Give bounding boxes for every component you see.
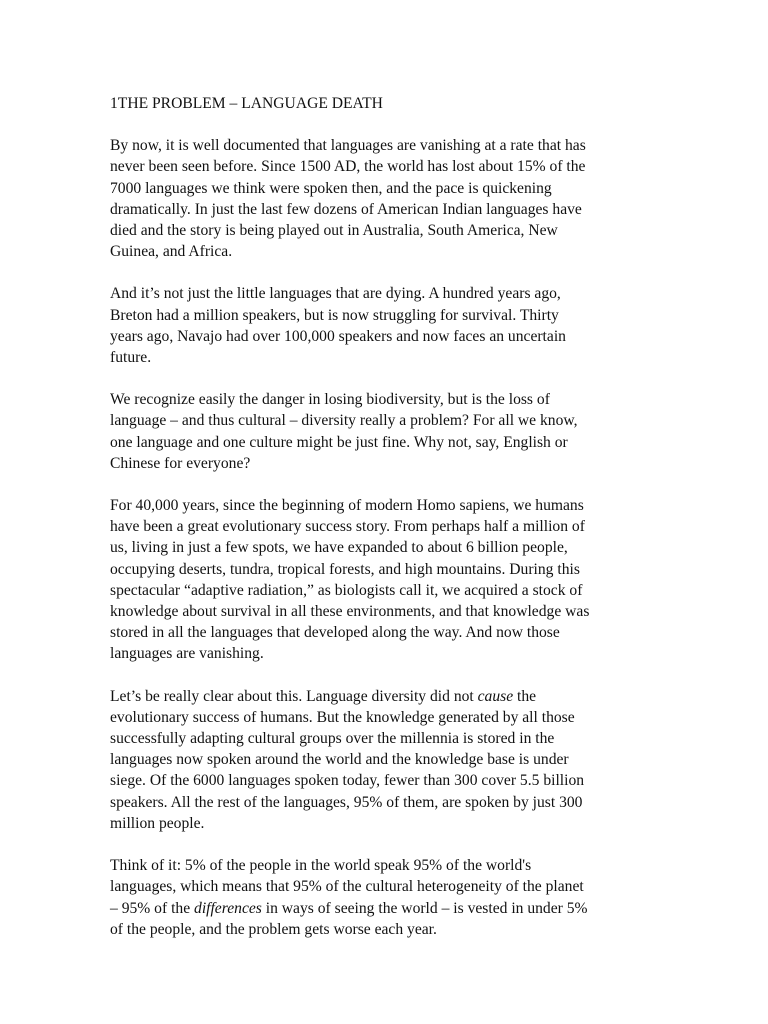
emphasized-word: differences [194, 899, 262, 917]
text-run: in ways of seeing the world – is vested in under 5% [261, 899, 588, 917]
paragraph [110, 283, 666, 368]
text-line [110, 410, 666, 431]
text-run: languages are vanishing. [110, 645, 264, 663]
text-line [110, 749, 666, 770]
text-run: Breton had a million speakers, but is now struggling for survival. Thirty [110, 306, 559, 324]
text-line [110, 813, 666, 834]
text-run: siege. Of the 6000 languages spoken today, fewer than 300 cover 5.5 billion [110, 772, 585, 790]
text-run: died and the story is being played out in Australia, South America, New [110, 222, 558, 240]
text-run: successfully adapting cultural groups over the millennia is stored in the [110, 730, 555, 748]
text-run: the [513, 687, 537, 705]
paragraph [110, 855, 666, 940]
text-line [110, 283, 666, 304]
text-run: evolutionary success of humans. But the knowledge generated by all those [110, 708, 575, 726]
text-run: have been a great evolutionary success story. From perhaps half a million of [110, 518, 585, 536]
text-line [110, 326, 666, 347]
paragraph [110, 389, 666, 474]
text-line [110, 643, 666, 664]
text-line [110, 135, 666, 156]
text-line [110, 622, 666, 643]
text-run: Chinese for everyone? [110, 454, 251, 472]
text-run: occupying deserts, tundra, tropical forests, and high mountains. During this [110, 560, 580, 578]
text-line [110, 792, 666, 813]
text-run: years ago, Navajo had over 100,000 speakers and now faces an uncertain [110, 327, 566, 345]
text-run: We recognize easily the danger in losing biodiversity, but is the loss of [110, 391, 550, 409]
text-run: Let’s be really clear about this. Language diversity did not [110, 687, 478, 705]
text-line [110, 580, 666, 601]
text-line [110, 453, 666, 474]
text-run: one language and one culture might be just fine. Why not, say, English or [110, 433, 568, 451]
paragraph [110, 495, 666, 665]
text-line [110, 220, 666, 241]
text-line [110, 241, 666, 262]
text-line [110, 199, 666, 220]
text-run: speakers. All the rest of the languages, 95% of them, are spoken by just 300 [110, 793, 583, 811]
text-run: – 95% of the [110, 899, 195, 917]
text-run: Think of it: 5% of the people in the world speak 95% of the world's [110, 857, 532, 875]
text-run: of the people, and the problem gets worse each year. [110, 920, 437, 938]
text-run: 7000 languages we think were spoken then, and the pace is quickening [110, 179, 552, 197]
text-run: By now, it is well documented that languages are vanishing at a rate that has [110, 137, 586, 155]
text-run: stored in all the languages that developed along the way. And now those [110, 624, 560, 642]
text-line [110, 898, 666, 919]
text-line [110, 686, 666, 707]
text-line [110, 559, 666, 580]
text-line [110, 389, 666, 410]
text-line [110, 432, 666, 453]
text-run: languages, which means that 95% of the cultural heterogeneity of the planet [110, 878, 584, 896]
section-heading: 1THE PROBLEM – LANGUAGE DEATH [110, 95, 383, 112]
paragraph-list [110, 135, 666, 940]
text-run: dramatically. In just the last few dozens of American Indian languages have [110, 200, 582, 218]
text-line [110, 305, 666, 326]
text-line [110, 347, 666, 368]
text-line [110, 770, 666, 791]
text-line [110, 178, 666, 199]
emphasized-word: cause [477, 687, 514, 705]
paragraph [110, 686, 666, 834]
text-line [110, 601, 666, 622]
text-line [110, 156, 666, 177]
text-run: languages now spoken around the world and the knowledge base is under [110, 751, 569, 769]
text-run: knowledge about survival in all these environments, and that knowledge was [110, 603, 590, 621]
text-line [110, 919, 666, 940]
text-run: language – and thus cultural – diversity really a problem? For all we know, [110, 412, 578, 430]
text-run: spectacular “adaptive radiation,” as biologists call it, we acquired a stock of [110, 581, 583, 599]
text-run: And it’s not just the little languages that are dying. A hundred years ago, [110, 285, 561, 303]
text-run: For 40,000 years, since the beginning of modern Homo sapiens, we humans [110, 497, 584, 515]
text-run: million people. [110, 814, 205, 832]
paragraph [110, 135, 666, 262]
text-line [110, 876, 666, 897]
document-body [110, 93, 666, 961]
text-line [110, 516, 666, 537]
text-run: us, living in just a few spots, we have expanded to about 6 billion people, [110, 539, 568, 557]
text-run: future. [110, 349, 152, 367]
text-run: Guinea, and Africa. [110, 243, 233, 261]
text-line [110, 855, 666, 876]
text-run: never been seen before. Since 1500 AD, the world has lost about 15% of the [110, 158, 586, 176]
text-line [110, 728, 666, 749]
text-line [110, 537, 666, 558]
text-line [110, 495, 666, 516]
text-line [110, 707, 666, 728]
